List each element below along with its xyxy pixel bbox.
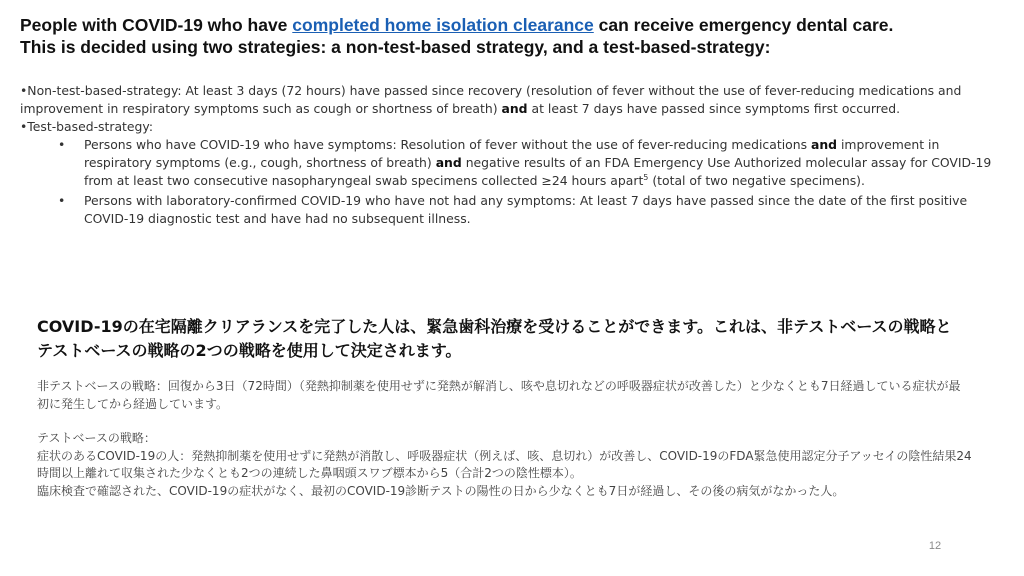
title-text-before-link: People with COVID-19 who have xyxy=(20,15,293,35)
spacer xyxy=(37,413,972,430)
bullet-icon: • xyxy=(58,137,66,152)
non-test-strategy-paragraph xyxy=(20,82,1010,118)
page-number: 12 xyxy=(928,540,942,552)
list-item xyxy=(58,136,1010,190)
test-item-1-text-1: Persons who have COVID-19 who have symptoms: Resolution of fever without the use of fever-reducing medications xyxy=(84,137,811,152)
test-strategy-list xyxy=(20,136,1010,228)
jp-non-test-paragraph: 非テストベースの戦略：回復から3日（72時間）（発熱抑制薬を使用せずに発熱が解消し、咳や息切れなどの呼吸器症状が改善した）と少なくとも7日経過している症状が最初に発生してから経過しています。 xyxy=(37,379,961,411)
jp-test-item-1: 症状のあるCOVID-19の人：発熱抑制薬を使用せずに発熱が消散し、呼吸器症状（例えば、咳、息切れ）が改善し、COVID-19のFDA緊急使用認定分子アッセイの陰性結果24時間以上離れて収集された少なくとも2つの連続した鼻咽頭スワブ標本から5（合計2つの陰性標本）。 xyxy=(37,448,972,480)
test-strategy-label: •Test-based-strategy: xyxy=(20,119,154,134)
non-test-text-2: at least 7 days have passed since symptoms first occurred. xyxy=(527,101,901,116)
test-item-1-text-2: improvement in respiratory symptoms (e.g., cough, shortness of breath) xyxy=(84,137,940,170)
bullet-icon: • xyxy=(58,193,66,208)
footnote-reference: 5 xyxy=(643,172,649,182)
english-body xyxy=(20,82,1010,228)
japanese-title: COVID-19の在宅隔離クリアランスを完了した人は、緊急歯科治療を受けることができます。これは、非テストベースの戦略とテストベースの戦略の2つの戦略を使用して決定されます。 xyxy=(37,317,952,360)
title-line-1 xyxy=(20,14,1010,36)
non-test-and: and xyxy=(501,101,528,116)
slide-title xyxy=(20,14,1010,58)
test-item-1-text-3: negative results of an FDA Emergency Use Authorized molecular assay for COVID-19 from at least two consecutive nasopharyngeal swab specimens collected ≥24 hours apart xyxy=(84,155,992,188)
test-item-1-and-2: and xyxy=(435,155,462,170)
non-test-text-1: •Non-test-based-strategy: At least 3 days (72 hours) have passed since recovery (resolution of fever without the use of fever-reducing medications and improvement in respiratory symptoms such as cough or shortness of breath) xyxy=(20,83,962,116)
japanese-body xyxy=(37,378,972,500)
title-text-after-link: can receive emergency dental care. xyxy=(593,15,894,35)
home-isolation-clearance-link[interactable]: completed home isolation clearance xyxy=(292,15,594,35)
test-item-1-text-4: (total of two negative specimens). xyxy=(648,173,865,188)
test-item-1-and-1: and xyxy=(810,137,838,152)
jp-test-item-2: 臨床検査で確認された、COVID-19の症状がなく、最初のCOVID-19診断テストの陽性の日から少なくとも7日が経過し、その後の病気がなかった人。 xyxy=(37,483,845,498)
test-item-2-text: Persons with laboratory-confirmed COVID-19 who have not had any symptoms: At least 7 days have passed since the date of the first positive COVID-19 diagnostic test and have had no subsequent illness. xyxy=(84,193,968,226)
jp-test-label: テストベースの戦略： xyxy=(37,431,156,445)
list-item xyxy=(58,192,1010,228)
title-line-2: This is decided using two strategies: a non-test-based strategy, and a test-based-strategy: xyxy=(20,37,771,57)
